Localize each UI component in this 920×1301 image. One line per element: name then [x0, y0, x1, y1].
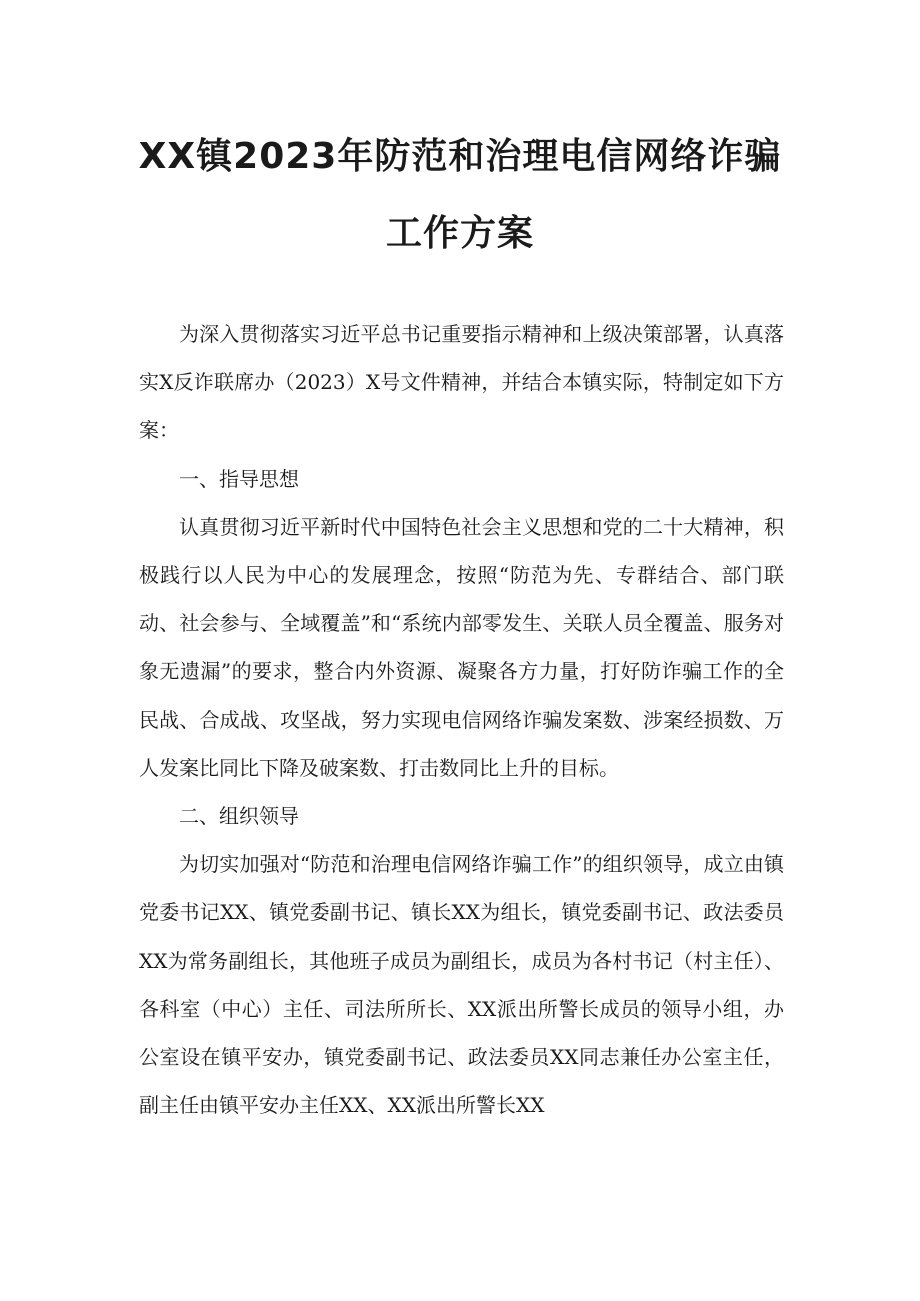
document-title-line-2: 工作方案 [385, 213, 534, 254]
document-title-line-1: XX镇2023年防范和治理电信网络诈骗 [138, 136, 782, 177]
section-2-heading: 二、组织领导 [179, 804, 299, 829]
section-2-paragraph: 为切实加强对“防范和治理电信网络诈骗工作”的组织领导，成立由镇党委书记XX、镇党委副书记、镇长XX为组长，镇党委副书记、政法委员XX为常务副组长，其他班子成员为副组长，成员为各村书记（村主任）、各科室（中心）主任、司法所所长、XX派出所警长成员的领导小组，办公室设在镇平安办，镇党委副书记、政法委员XX同志兼任办公室主任，副主任由镇平安办主任XX、XX派出所警长XX [139, 852, 784, 1118]
section-1-heading: 一、指导思想 [179, 466, 299, 491]
document-body [139, 310, 784, 1129]
intro-paragraph: 为深入贯彻落实习近平总书记重要指示精神和上级决策部署，认真落实X反诈联席办（2023）X号文件精神，并结合本镇实际，特制定如下方案： [139, 322, 784, 443]
section-1-paragraph: 认真贯彻习近平新时代中国特色社会主义思想和党的二十大精神，积极践行以人民为中心的发展理念，按照“防范为先、专群结合、部门联动、社会参与、全域覆盖”和“系统内部零发生、关联人员全覆盖、服务对象无遗漏”的要求，整合内外资源、凝聚各方力量，打好防诈骗工作的全民战、合成战、攻坚战，努力实现电信网络诈骗发案数、涉案经损数、万人发案比同比下降及破案数、打击数同比上升的目标。 [139, 514, 784, 780]
